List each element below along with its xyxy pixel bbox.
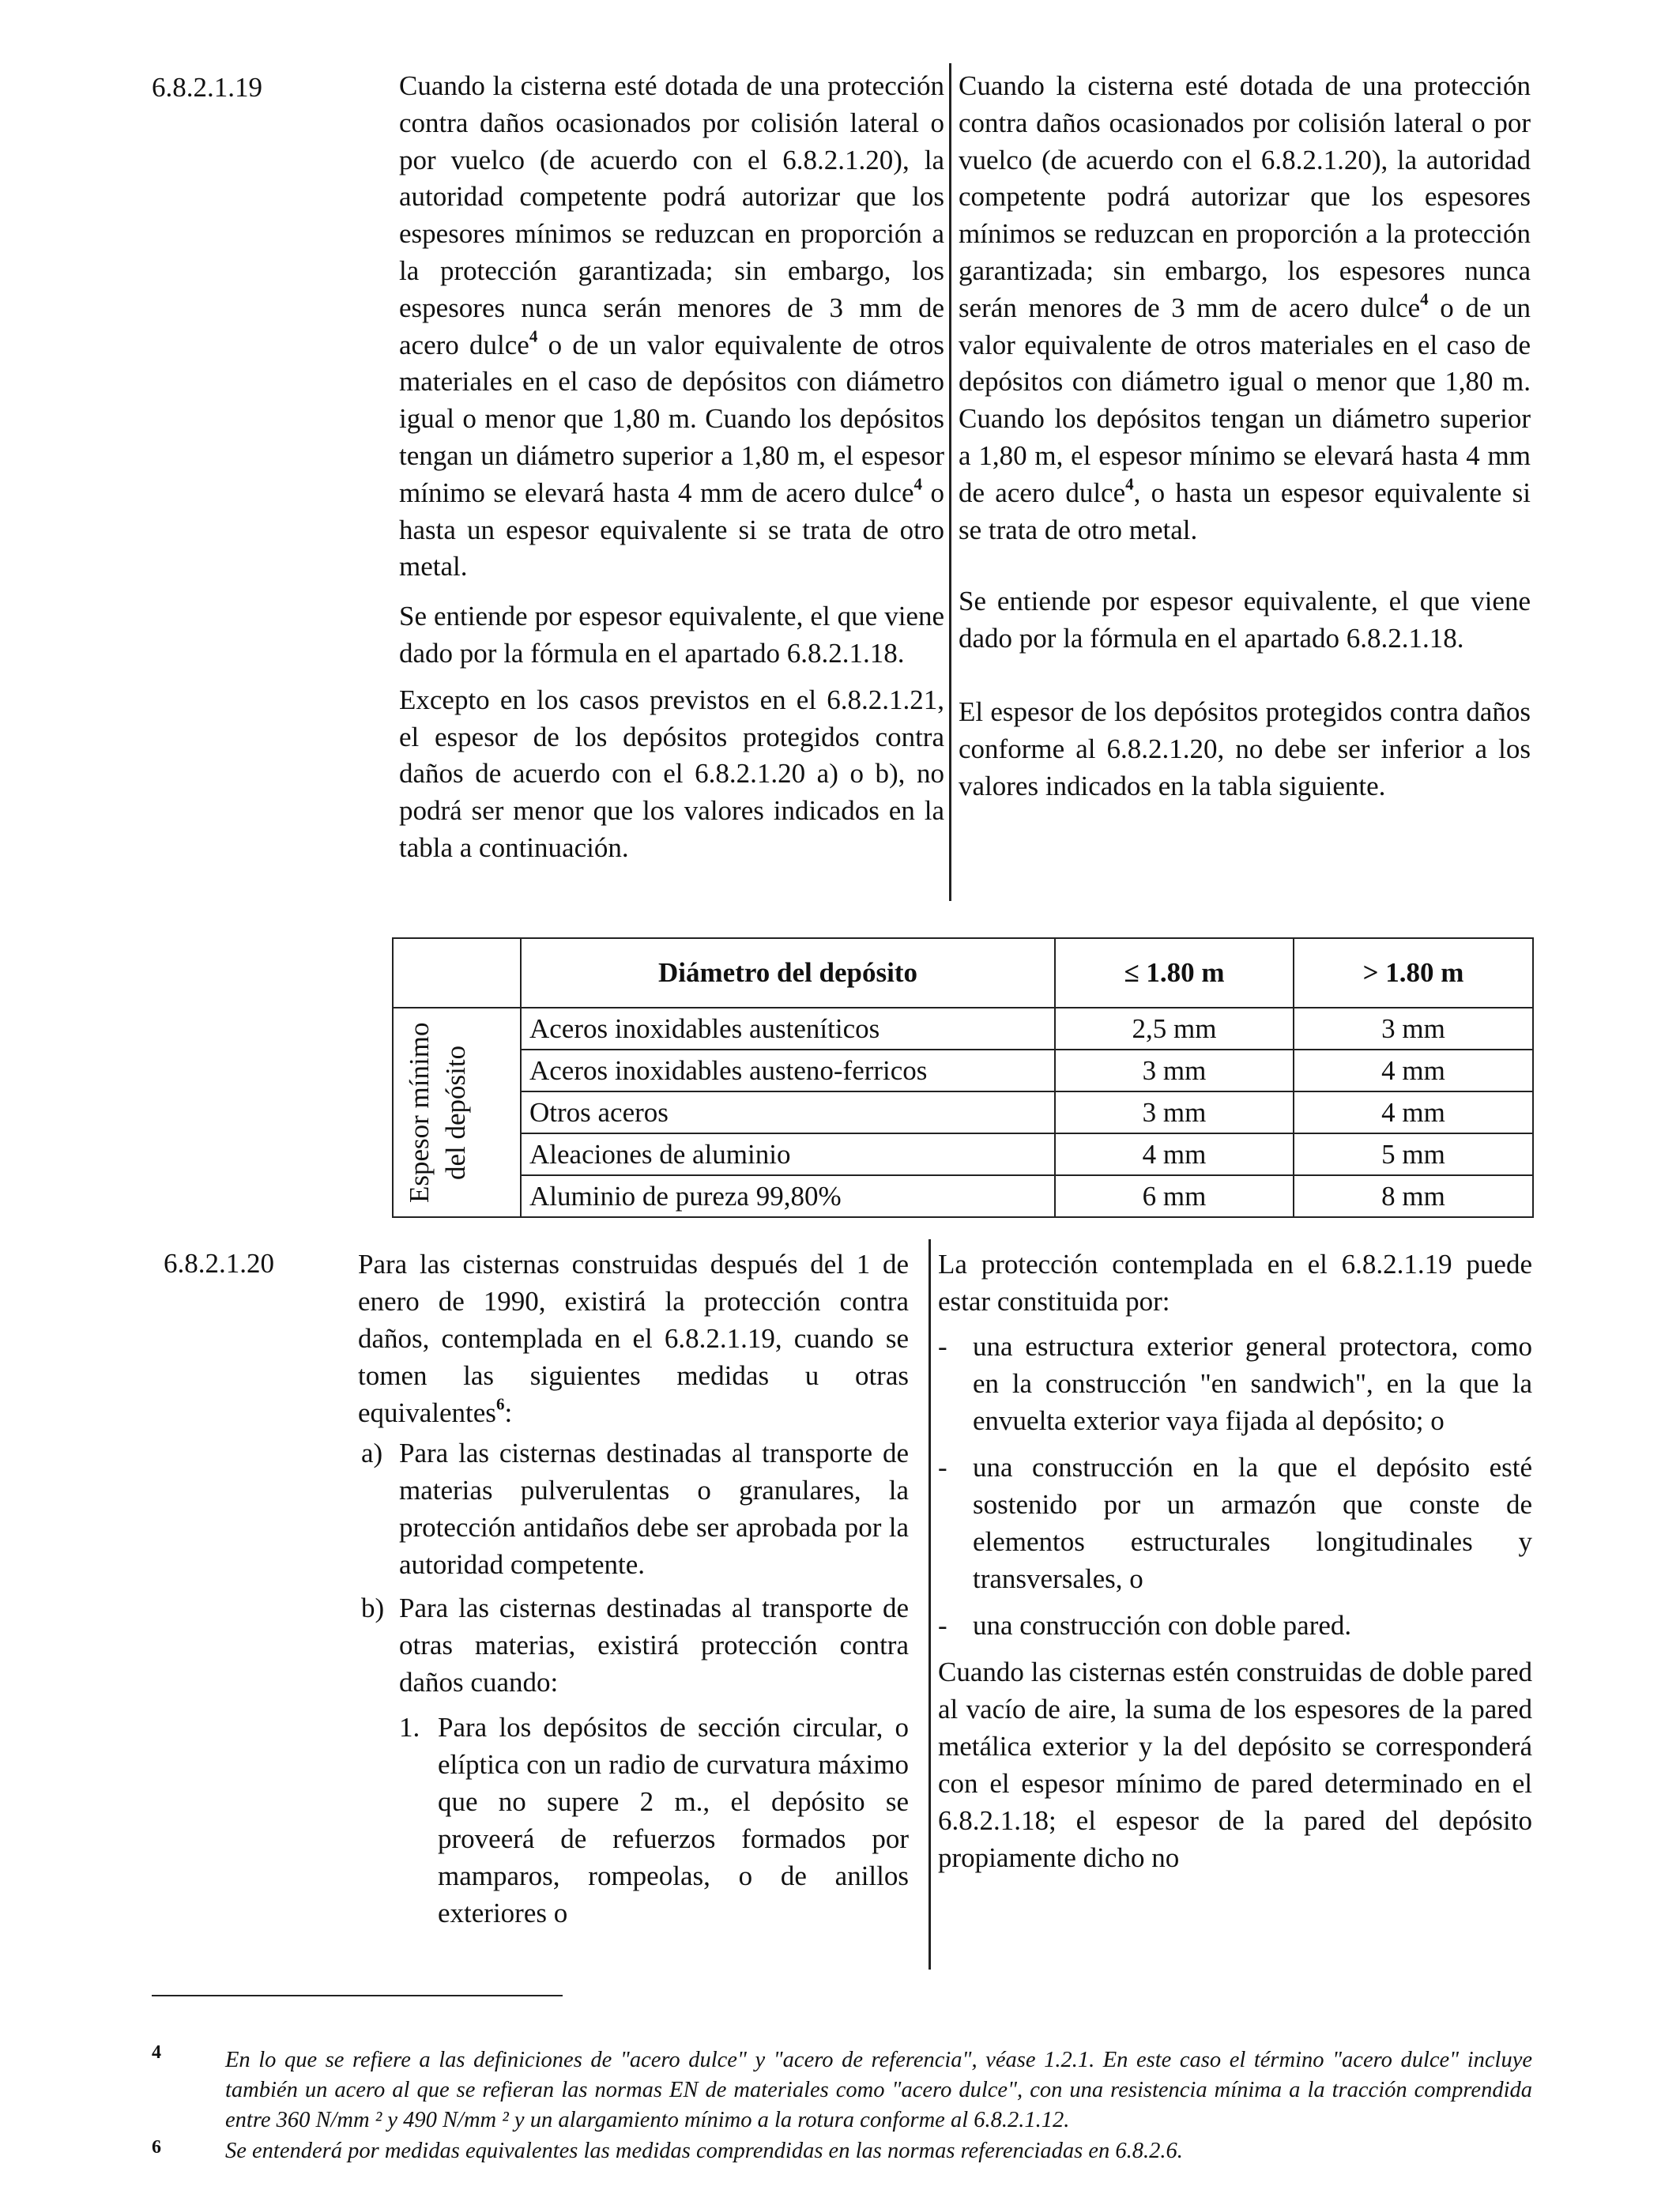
left-column-text: [358, 1246, 909, 1932]
list-marker: 1.: [399, 1712, 420, 1743]
list-marker: -: [938, 1452, 947, 1483]
table-cell: Aceros inoxidables austeníticos: [521, 1008, 1055, 1050]
thickness-table: [392, 937, 1534, 1218]
paragraph: El espesor de los depósitos protegidos contra daños conforme al 6.8.2.1.20, no debe ser inferior a los valores indicados en la tabla siguiente.: [959, 696, 1531, 801]
table-cell: 4 mm: [1294, 1091, 1533, 1133]
table-header: > 1.80 m: [1294, 938, 1533, 1008]
table-row: [393, 1175, 1533, 1217]
table-cell: 4 mm: [1294, 1050, 1533, 1091]
footnote-separator: [152, 1995, 563, 1996]
footnote-ref: 4: [529, 326, 538, 345]
table-cell: Aleaciones de aluminio: [521, 1133, 1055, 1175]
table-row: [393, 1133, 1533, 1175]
list-marker: -: [938, 1331, 947, 1362]
paragraph: Cuando la cisterna esté dotada de una protección contra daños ocasionados por colisión lateral o por vuelco (de acuerdo con el 6.8.2.1.20), la autoridad competente podrá autorizar que los espesores mínimos se reduzcan en proporción a la protección garantizada; sin embargo, los espesores nunca serán menores de 3 mm de acero dulce$^4$ o de un valor equivalente de otros materiales en el caso de depósitos con diámetro igual o menor que 1,80 m. Cuando los depósitos tengan un diámetro superior a 1,80 m, el espesor mínimo se elevará hasta 4 mm de acero dulce$^4$, o hasta un espesor equivalente si se trata de otro metal.: [959, 70, 1531, 545]
list-item: - una construcción en la que el depósito esté sostenido por un armazón que conste de elementos estructurales longitudinales y transversales, o: [938, 1449, 1532, 1597]
table-cell: Aceros inoxidables austeno-ferricos: [521, 1050, 1055, 1091]
table-header: ≤ 1.80 m: [1055, 938, 1294, 1008]
table-cell: Otros aceros: [521, 1091, 1055, 1133]
section-number: 6.8.2.1.19: [152, 72, 262, 103]
footnote-ref: 6: [495, 1394, 505, 1414]
list-marker: -: [938, 1610, 947, 1641]
table-cell: 8 mm: [1294, 1175, 1533, 1217]
paragraph: Cuando las cisternas estén construidas de doble pared al vacío de aire, la suma de los espesores de la pared metálica exterior y la del depósito se corresponderá con el espesor mínimo de pared determinado en el 6.8.2.1.18; el espesor de la pared del depósito propiamente dicho no: [938, 1657, 1532, 1873]
paragraph: Cuando la cisterna esté dotada de una protección contra daños ocasionados por colisión lateral o por vuelco (de acuerdo con el 6.8.2.1.20), la autoridad competente podrá autorizar que los espesores mínimos se reduzcan en proporción a la protección garantizada; sin embargo, los espesores nunca serán menores de 3 mm de acero dulce$^4$ o de un valor equivalente de otros materiales en el caso de depósitos con diámetro igual o menor que 1,80 m. Cuando los depósitos tengan un diámetro superior a 1,80 m, el espesor mínimo se elevará hasta 4 mm de acero dulce$^4$ o hasta un espesor equivalente si se trata de otro metal.: [399, 70, 944, 582]
row-group-header: Espesor mínimo del depósito: [393, 1008, 521, 1217]
paragraph: Se entiende por espesor equivalente, el que viene dado por la fórmula en el apartado 6.8.2.1.18.: [959, 586, 1531, 654]
paragraph: Excepto en los casos previstos en el 6.8.2.1.21, el espesor de los depósitos protegidos contra daños de acuerdo con el 6.8.2.1.20 a) o b), no podrá ser menor que los valores indicados en la tabla a continuación.: [399, 684, 944, 863]
table-row: [393, 1008, 1533, 1050]
list-item: b) Para las cisternas destinadas al transporte de otras materias, existirá protección contra daños cuando:: [358, 1589, 909, 1701]
footnote-ref: 4: [1420, 289, 1429, 309]
footnote: En lo que se refiere a las definiciones de "acero dulce" y "acero de referencia", véase 1.2.1. En este caso el término "acero dulce" incluye también un acero al que se refieran las normas EN de materiales como "acero dulce", con una resistencia mínima a la tracción comprendida entre 360 N/mm ² y 490 N/mm ² y un alargamiento mínimo a la rotura conforme al 6.8.2.1.12.: [225, 2048, 1532, 2132]
table-corner-cell: [393, 938, 521, 1008]
table-cell: Aluminio de pureza 99,80%: [521, 1175, 1055, 1217]
right-column-text: [938, 1246, 1532, 1876]
footnote: Se entenderá por medidas equivalentes las medidas comprendidas en las normas referenciadas en 6.8.2.6.: [225, 2139, 1183, 2163]
footnote-ref: 4: [1125, 474, 1134, 494]
column-divider: [949, 63, 951, 901]
right-column-text: [959, 68, 1531, 805]
table-cell: 6 mm: [1055, 1175, 1294, 1217]
table-row: [393, 1091, 1533, 1133]
list-item: - una estructura exterior general protectora, como en la construcción "en sandwich", en la que la envuelta exterior vaya fijada al depósito; o: [938, 1328, 1532, 1439]
list-marker: a): [361, 1438, 383, 1468]
table-cell: 3 mm: [1055, 1091, 1294, 1133]
column-divider: [929, 1239, 931, 1970]
footnote-ref: 4: [913, 474, 922, 494]
list-item: 1. Para los depósitos de sección circular, o elíptica con un radio de curvatura máximo que no supere 2 m., el depósito se proveerá de refuerzos formados por mamparos, rompeolas, o de anillos exteriores o: [358, 1709, 909, 1932]
table-header: Diámetro del depósito: [521, 938, 1055, 1008]
table-header-row: [393, 938, 1533, 1008]
table-cell: 5 mm: [1294, 1133, 1533, 1175]
table-row: [393, 1050, 1533, 1091]
footnote-marker: 4: [152, 2042, 161, 2063]
list-marker: b): [361, 1593, 385, 1623]
footnote-marker: 6: [152, 2137, 161, 2158]
table-cell: 2,5 mm: [1055, 1008, 1294, 1050]
left-column-text: [399, 68, 944, 867]
table-cell: 3 mm: [1294, 1008, 1533, 1050]
table-cell: 4 mm: [1055, 1133, 1294, 1175]
paragraph: Para las cisternas construidas después del 1 de enero de 1990, existirá la protección contra daños, contemplada en el 6.8.2.1.19, cuando se tomen las siguientes medidas u otras equivalentes$^6$:: [358, 1249, 909, 1428]
paragraph: La protección contemplada en el 6.8.2.1.19 puede estar constituida por:: [938, 1249, 1532, 1317]
list-item: a) Para las cisternas destinadas al transporte de materias pulverulentas o granulares, la protección antidaños debe ser aprobada por la autoridad competente.: [358, 1434, 909, 1583]
paragraph: Se entiende por espesor equivalente, el que viene dado por la fórmula en el apartado 6.8.2.1.18.: [399, 601, 944, 669]
list-item: - una construcción con doble pared.: [938, 1607, 1532, 1644]
table-cell: 3 mm: [1055, 1050, 1294, 1091]
section-number: 6.8.2.1.20: [164, 1248, 274, 1279]
